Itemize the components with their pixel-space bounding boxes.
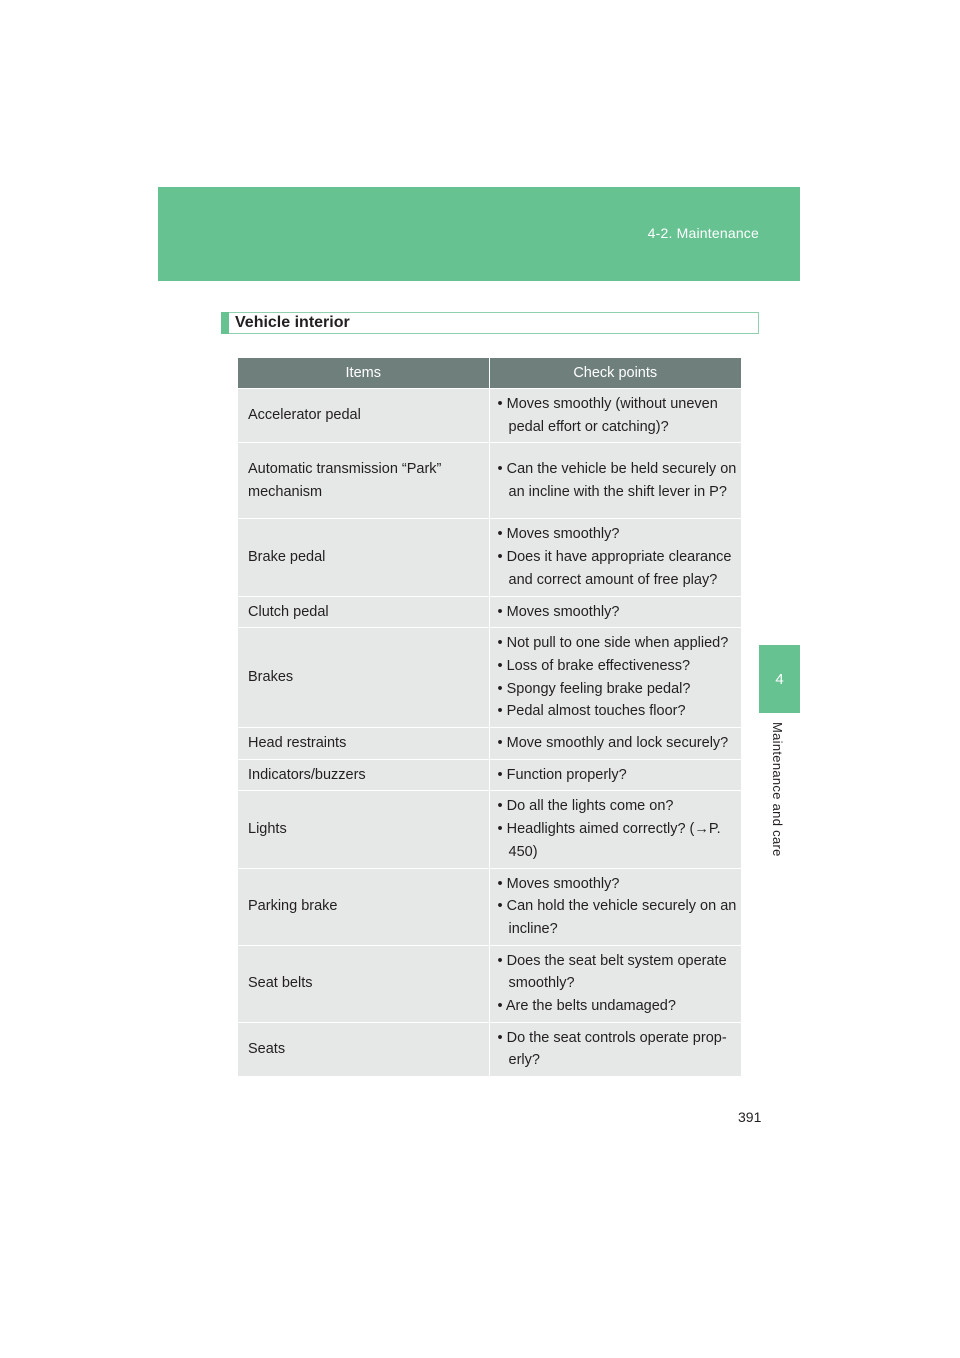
- table-row: [238, 868, 741, 945]
- row-check-points: [489, 945, 741, 1022]
- column-header-check-points: Check points: [489, 358, 741, 389]
- check-point: • Does it have appropriate clearance and correct amount of free play?: [498, 546, 738, 591]
- check-point: • Pedal almost touches floor?: [498, 700, 738, 723]
- row-check-points: [489, 519, 741, 596]
- row-check-points: [489, 868, 741, 945]
- check-point: • Can the vehicle be held securely on an incline with the shift lever in P?: [498, 458, 738, 503]
- table-row: [238, 389, 741, 443]
- row-check-points: [489, 389, 741, 443]
- row-check-points: [489, 759, 741, 791]
- row-item-label: Indicators/buzzers: [238, 759, 489, 791]
- row-check-points: [489, 1022, 741, 1076]
- row-item-label: Parking brake: [238, 868, 489, 945]
- chapter-header-band: [158, 187, 800, 281]
- table-row: [238, 759, 741, 791]
- row-item-label: Accelerator pedal: [238, 389, 489, 443]
- check-point: • Can hold the vehicle securely on an incline?: [498, 895, 738, 940]
- row-item-label: Brakes: [238, 628, 489, 728]
- row-item-label: Lights: [238, 791, 489, 868]
- table-body: [238, 389, 741, 1077]
- row-check-points: [489, 628, 741, 728]
- table-row: [238, 945, 741, 1022]
- table-row: [238, 791, 741, 868]
- check-point: • Moves smoothly?: [498, 523, 738, 546]
- check-point: • Function properly?: [498, 764, 738, 787]
- table-row: [238, 596, 741, 628]
- check-point: • Spongy feeling brake pedal?: [498, 678, 738, 701]
- check-point: • Loss of brake effectiveness?: [498, 655, 738, 678]
- chapter-tab-label: Maintenance and care: [770, 722, 785, 857]
- check-point: • Moves smoothly?: [498, 601, 738, 624]
- table-row: [238, 519, 741, 596]
- chapter-tab-number: 4: [759, 645, 800, 713]
- row-item-label: Automatic transmission “Park” mechanism: [238, 443, 489, 519]
- column-header-items: Items: [238, 358, 489, 389]
- row-check-points: [489, 596, 741, 628]
- row-item-label: Seat belts: [238, 945, 489, 1022]
- section-heading: [221, 312, 759, 334]
- check-point: • Not pull to one side when applied?: [498, 632, 738, 655]
- row-item-label: Brake pedal: [238, 519, 489, 596]
- check-point: • Do the seat controls operate prop- erly?: [498, 1027, 738, 1072]
- table-row: [238, 1022, 741, 1076]
- check-point: • Moves smoothly?: [498, 873, 738, 896]
- row-check-points: [489, 728, 741, 760]
- table-row: [238, 628, 741, 728]
- check-point: • Are the belts undamaged?: [498, 995, 738, 1018]
- row-item-label: Head restraints: [238, 728, 489, 760]
- section-label: 4-2. Maintenance: [647, 225, 759, 241]
- page-number: 391: [738, 1109, 762, 1125]
- table-row: [238, 443, 741, 519]
- section-title: Vehicle interior: [235, 314, 350, 331]
- check-point: • Do all the lights come on?: [498, 795, 738, 818]
- row-item-label: Clutch pedal: [238, 596, 489, 628]
- check-point: • Move smoothly and lock securely?: [498, 732, 738, 755]
- row-item-label: Seats: [238, 1022, 489, 1076]
- check-point: • Headlights aimed correctly? (→P. 450): [498, 818, 738, 863]
- table-header-row: [238, 358, 741, 389]
- check-point: • Moves smoothly (without uneven pedal effort or catching)?: [498, 393, 738, 438]
- inspection-table: [238, 358, 741, 1076]
- table-row: [238, 728, 741, 760]
- section-heading-bar: [221, 312, 229, 334]
- check-point: • Does the seat belt system operate smoothly?: [498, 950, 738, 995]
- row-check-points: [489, 791, 741, 868]
- row-check-points: [489, 443, 741, 519]
